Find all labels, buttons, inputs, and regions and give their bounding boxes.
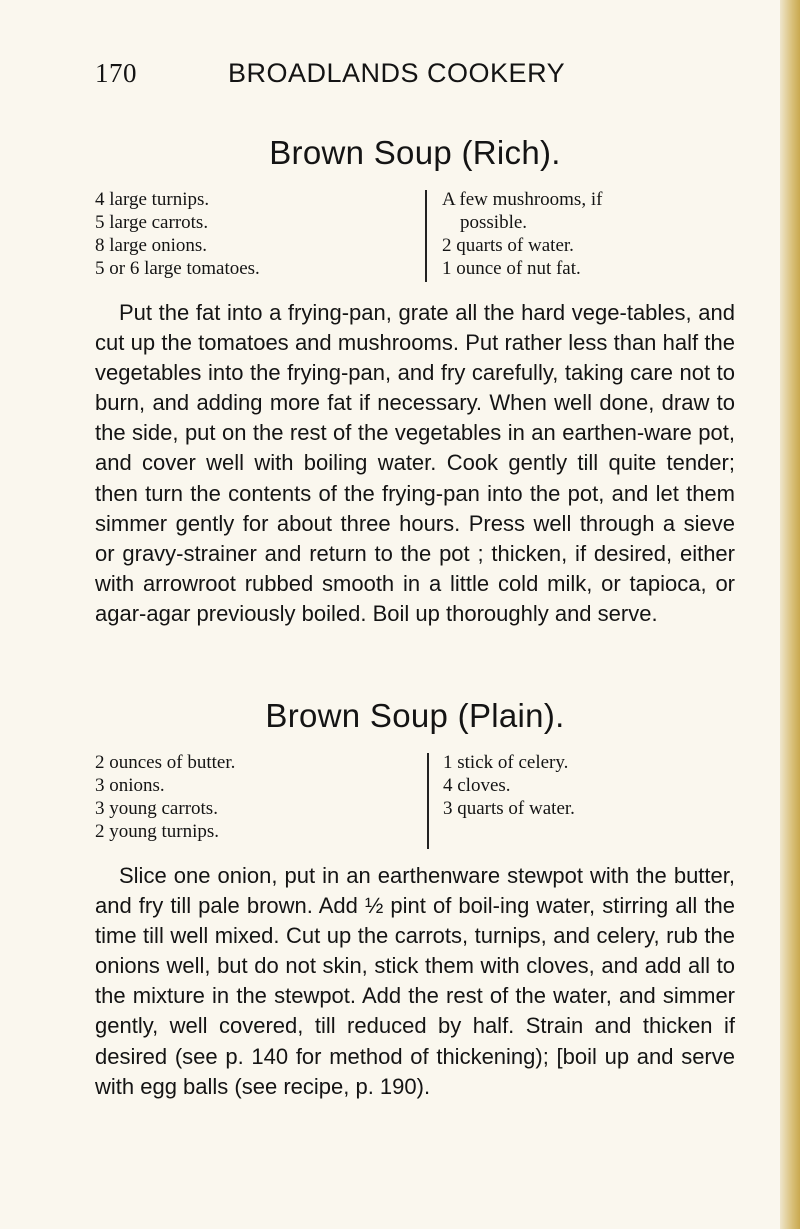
ingredient-item: A few mushrooms, if	[442, 189, 603, 210]
ingredients-left-column	[95, 751, 235, 843]
ingredient-item: 5 or 6 large tomatoes.	[95, 258, 260, 279]
ingredient-item: 3 young carrots.	[95, 798, 218, 819]
ingredient-item: 3 onions.	[95, 775, 165, 796]
ingredients-table	[95, 751, 735, 861]
recipe-title: Brown Soup (Plain).	[265, 697, 565, 734]
recipe-brown-soup-plain	[95, 697, 735, 1102]
ingredient-item: 1 ounce of nut fat.	[442, 258, 581, 279]
method-paragraph: Slice one onion, put in an earthenware stewpot with the butter, and fry till pale brown. Add ½ pint of boil-ing water, stirring all the time till well mixed. Cut up the carrots, turnips, and celery, rub the onions well, but do not skin, stick them with cloves, and add all to the mixture in the stewpot. Add the rest of the water, and simmer gently, well covered, till reduced by half. Strain and thicken if desired (see p. 140 for method of thickening); [boil up and serve with egg balls (see recipe, p. 190).	[95, 863, 735, 1099]
ingredient-item: 8 large onions.	[95, 235, 208, 256]
ingredient-item: 5 large carrots.	[95, 212, 209, 233]
ingredients-right-column	[442, 188, 602, 280]
recipe-title: Brown Soup (Rich).	[269, 134, 561, 171]
ingredient-item: 3 quarts of water.	[443, 798, 575, 819]
page-edge	[780, 0, 800, 1229]
ingredient-item: 4 large turnips.	[95, 189, 210, 210]
ingredient-item: 4 cloves.	[443, 775, 511, 796]
ingredient-item: possible.	[460, 212, 528, 233]
recipe-brown-soup-rich	[95, 134, 735, 629]
ingredient-item: 1 stick of celery.	[443, 752, 569, 773]
ingredients-table	[95, 188, 735, 298]
ingredients-left-column	[95, 188, 260, 280]
column-divider	[427, 753, 429, 849]
running-head: BROADLANDS COOKERY	[228, 58, 566, 88]
ingredients-right-column	[443, 751, 575, 820]
column-divider	[425, 190, 427, 282]
method-paragraph: Put the fat into a frying-pan, grate all the hard vege-tables, and cut up the tomatoes and mushrooms. Put rather less than half the vegetables into the frying-pan, and fry carefully, taking care not to burn, and adding more fat if necessary. When well done, draw to the side, put on the rest of the vegetables in an earthen-ware pot, and cover well with boiling water. Cook gently till quite tender; then turn the contents of the frying-pan into the pot, and let them simmer gently for about three hours. Press well through a sieve or gravy-strainer and return to the pot ; thicken, if desired, either with arrowroot rubbed smooth in a little cold milk, or tapioca, or agar-agar previously boiled. Boil up thoroughly and serve.	[95, 300, 735, 626]
ingredient-item: 2 quarts of water.	[442, 235, 574, 256]
ingredient-item: 2 ounces of butter.	[95, 752, 236, 773]
page-number: 170	[95, 58, 137, 88]
ingredient-item: 2 young turnips.	[95, 821, 220, 842]
